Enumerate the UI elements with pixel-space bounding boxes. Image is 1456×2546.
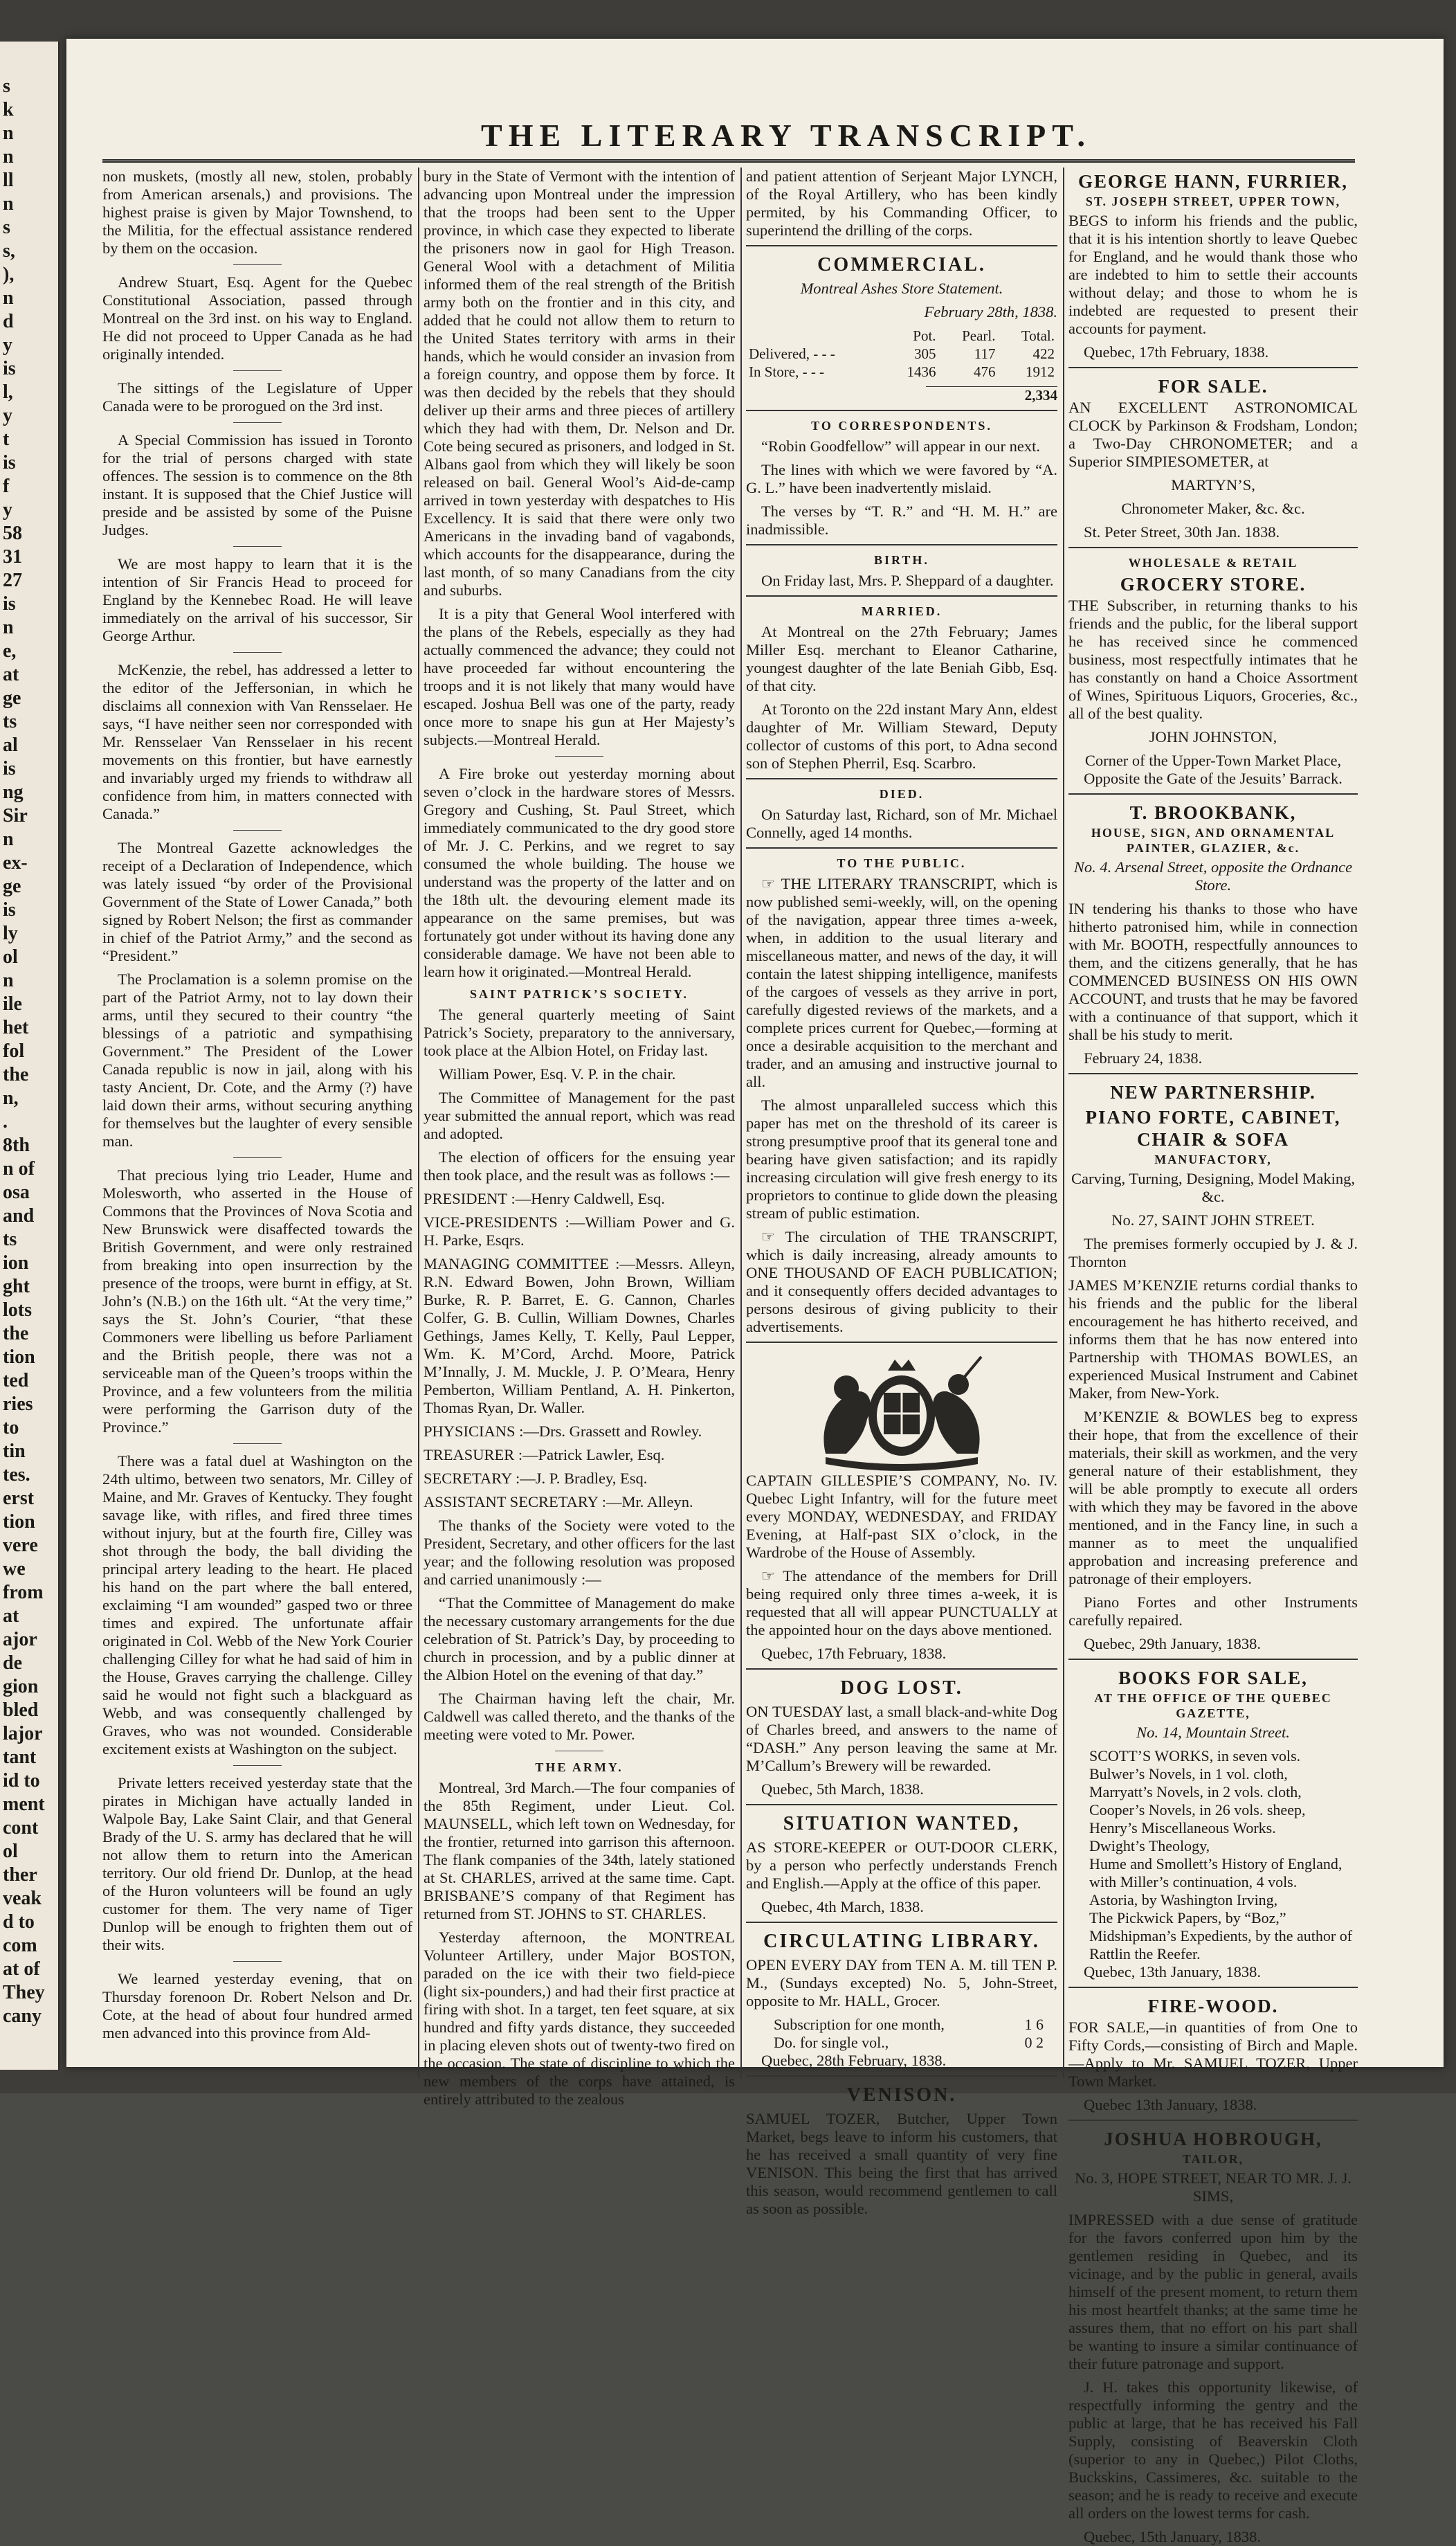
paragraph: TREASURER :—Patrick Lawler, Esq. bbox=[424, 1446, 665, 1463]
fragment-text: com bbox=[3, 1935, 37, 1956]
fragment-text: is bbox=[3, 899, 16, 921]
rate-label: Subscription for one month, bbox=[774, 2016, 945, 2033]
paragraph: Quebec, 5th March, 1838. bbox=[761, 1780, 924, 1798]
paragraph: Quebec, 4th March, 1838. bbox=[761, 1898, 924, 1915]
advertisement-subtitle: ST. JOSEPH STREET, UPPER TOWN, bbox=[1085, 195, 1341, 208]
fragment-text: d bbox=[3, 311, 14, 332]
paragraph: FOR SALE,—in quantities of from One to Fifty Cords,—consisting of Birch and Maple.—Apply to Mr. SAMUEL TOZER, Upper Town Market. bbox=[1068, 2019, 1358, 2090]
ashes-header-cell: Pot. bbox=[913, 327, 936, 344]
fragment-text: is bbox=[3, 358, 16, 379]
paragraph: Piano Fortes and other Instruments carefully repaired. bbox=[1068, 1593, 1358, 1629]
fragment-text: de bbox=[3, 1652, 22, 1674]
paragraph: William Power, Esq. V. P. in the chair. bbox=[439, 1065, 676, 1083]
paragraph: ☞ THE LITERARY TRANSCRIPT, which is now published semi-weekly, will, on the opening of the navigation, appear three times a-week, when, in addition to the usual literary and miscellaneous matter, and news of the day, it will contain the latest shipping intelligence, manifests of the cargoes of vessels as they arrive in port, carefully digested reviews of the markets, and a complete prices current for Quebec,—forming at once a desirable acquisition to the merchant and trader, and an amusing and instructive journal to all. bbox=[746, 875, 1057, 1090]
paragraph: McKenzie, the rebel, has addressed a letter to the editor of the Jeffersonian, in which he disclaims all connexion with Van Rensselaer. He says, “I have neither seen nor corresponded with Mr. Rensselaer Van Rensselaer in his recent movements on this frontier, but have earnestly and invariably urged my friends to withdraw all confidence from him, in matters connected with Canada.” bbox=[102, 661, 412, 822]
paragraph: At Montreal on the 27th February; James Miller Esq. merchant to Eleanor Catharine, youngest daughter of the late Beniah Gibb, Esq. of that city. bbox=[746, 623, 1057, 694]
paragraph: Quebec, 13th January, 1838. bbox=[1084, 1963, 1261, 1980]
section-rule bbox=[1068, 1659, 1358, 1660]
section-rule bbox=[1068, 547, 1358, 548]
book-title: Marryatt’s Novels, in 2 vols. cloth, bbox=[1089, 1783, 1302, 1800]
fragment-text: is bbox=[3, 452, 16, 473]
fragment-text: n bbox=[3, 617, 14, 638]
section-heading: DOG LOST. bbox=[840, 1677, 963, 1699]
separator-rule bbox=[233, 546, 282, 547]
section-rule bbox=[746, 778, 1057, 779]
paragraph: ASSISTANT SECRETARY :—Mr. Alleyn. bbox=[424, 1493, 693, 1510]
paragraph: ON TUESDAY last, a small black-and-white Dog of Charles breed, and answers to the name of “DASH.” Any person leaving the same at Mr. M’Callum’s Brewery will be rewarded. bbox=[746, 1703, 1057, 1774]
fragment-text: cany bbox=[3, 2005, 42, 2027]
paragraph: The Committee of Management for the past year submitted the annual report, which was read and adopted. bbox=[424, 1089, 735, 1142]
section-heading: SITUATION WANTED, bbox=[783, 1813, 1021, 1834]
masthead-rule bbox=[102, 159, 1355, 163]
fragment-text: 27 bbox=[3, 570, 22, 591]
centered-line: MARTYN’S, bbox=[1171, 476, 1255, 494]
fragment-text: 58 bbox=[3, 523, 22, 544]
fragment-text: at bbox=[3, 664, 19, 685]
ashes-table bbox=[746, 327, 1057, 381]
fragment-text: fol bbox=[3, 1040, 25, 1062]
rate-amount: 0 2 bbox=[1024, 2034, 1044, 2051]
fragment-text: n bbox=[3, 123, 14, 144]
book-title: Bulwer’s Novels, in 1 vol. cloth, bbox=[1089, 1765, 1288, 1782]
paragraph: BEGS to inform his friends and the public, that it is his intention shortly to leave Quebec for England, and he would thank those who are indebted to him to settle their accounts without delay; and those to whom he is indebted are requested to present their accounts for payment. bbox=[1068, 212, 1358, 337]
ashes-cell: In Store, - - - bbox=[749, 363, 825, 380]
separator-rule bbox=[233, 1157, 282, 1158]
fragment-text: k bbox=[3, 99, 14, 120]
section-rule bbox=[746, 1342, 1057, 1343]
paragraph: The lines with which we were favored by “A. G. L.” have been inadvertently mislaid. bbox=[746, 461, 1057, 496]
paragraph: VICE-PRESIDENTS :—William Power and G. H. Parke, Esqrs. bbox=[424, 1213, 735, 1249]
centered-line: Chronometer Maker, &c. &c. bbox=[1121, 500, 1305, 517]
paragraph: M’KENZIE & BOWLES beg to express their hope, that from the excellence of their materials, their skill as workmen, and the very general nature of their establishment, they will be able promptly to execute all orders with which they may be favored in the above mentioned, and in the Fancy line, in such a manner as to meet the unqualified approbation and increasing preference and patronage of their employers. bbox=[1068, 1408, 1358, 1587]
paragraph: The election of officers for the ensuing year then took place, and the result was as follows :— bbox=[424, 1148, 735, 1184]
advertisement-subtitle: WHOLESALE & RETAIL bbox=[1128, 556, 1298, 570]
rate-line bbox=[746, 2016, 1057, 2034]
fragment-text: e, bbox=[3, 640, 17, 662]
section-rule bbox=[746, 1668, 1057, 1670]
paragraph: IN tendering his thanks to those who have hitherto patronised him, while in connection with Mr. BOOTH, respectfully announces to them, and the citizens generally, that he has COMMENCED BUSINESS ON HIS OWN ACCOUNT, and trusts that he may be favored with a continuance of that support, which it shall be his study to merit. bbox=[1068, 900, 1358, 1043]
ashes-header-cell: Total. bbox=[1021, 327, 1055, 344]
centered-line: No. 27, SAINT JOHN STREET. bbox=[1111, 1211, 1315, 1229]
fragment-text: ile bbox=[3, 993, 22, 1015]
fragment-text: tant bbox=[3, 1746, 37, 1768]
book-title: Midshipman’s Expedients, by the author of Rattlin the Reefer. bbox=[1089, 1927, 1353, 1962]
paragraph: We are most happy to learn that it is the intention of Sir Francis Head to proceed for England by the Kennebec Road. He will leave immediately on the arrival of his successor, Sir George Arthur. bbox=[102, 555, 412, 644]
newspaper-sheet bbox=[66, 39, 1444, 2545]
fragment-text: at bbox=[3, 1605, 19, 1627]
fragment-text: ts bbox=[3, 711, 17, 732]
fragment-text: the bbox=[3, 1064, 29, 1085]
paragraph: A Special Commission has issued in Toronto for the trial of persons charged with state offences. The session is to commence on the 8th instant. It is supposed that the Chief Justice will preside and be assisted by some of the Puisne Judges. bbox=[102, 431, 412, 539]
section-subheading: TO CORRESPONDENTS. bbox=[811, 419, 992, 433]
fragment-text: 31 bbox=[3, 546, 22, 568]
paragraph: The general quarterly meeting of Saint Patrick’s Society, preparatory to the anniversary, took place at the Albion Hotel, on Friday last. bbox=[424, 1006, 735, 1059]
fragment-text: al bbox=[3, 734, 18, 756]
section-subheading: DIED. bbox=[879, 787, 925, 801]
section-rule bbox=[746, 410, 1057, 411]
ashes-header-cell: Pearl. bbox=[962, 327, 996, 344]
separator-rule bbox=[233, 652, 282, 653]
column-divider bbox=[1063, 168, 1064, 2078]
book-title: Dwight’s Theology, bbox=[1089, 1837, 1210, 1854]
paragraph: St. Peter Street, 30th Jan. 1838. bbox=[1084, 523, 1280, 541]
section-rule bbox=[1068, 367, 1358, 368]
book-title: Henry’s Miscellaneous Works. bbox=[1089, 1819, 1276, 1836]
fragment-text: gion bbox=[3, 1676, 39, 1697]
royal-arms-emblem bbox=[746, 1350, 1057, 1468]
fragment-text: n bbox=[3, 146, 14, 168]
section-rule bbox=[746, 1804, 1057, 1805]
section-rule bbox=[1068, 2120, 1358, 2121]
fragment-text: cont bbox=[3, 1817, 39, 1839]
paragraph: Quebec, 28th February, 1838. bbox=[761, 2052, 947, 2069]
paragraph: AN EXCELLENT ASTRONOMICAL CLOCK by Parkinson & Frodsham, London; a Two-Day CHRONOMETER; and a Superior SIMPIESOMETER, at bbox=[1068, 399, 1358, 470]
fragment-text: y bbox=[3, 334, 12, 356]
fragment-text: Sir bbox=[3, 805, 28, 827]
date-line: February 28th, 1838. bbox=[924, 303, 1057, 320]
paragraph: The verses by “T. R.” and “H. M. H.” are inadmissible. bbox=[746, 503, 1057, 538]
ashes-cell: 422 bbox=[1032, 345, 1055, 362]
paragraph: THE Subscriber, in returning thanks to his friends and the public, for the liberal support he has received since he commenced business, most respectfully intimates that he has constantly on hand a Choice Assortment of Wines, Spirituous Liquors, Groceries, &c., all of the best quality. bbox=[1068, 597, 1358, 722]
fragment-text: bled bbox=[3, 1699, 39, 1721]
paragraph: The Proclamation is a solemn promise on the part of the Patriot Army, not to lay down their arms, until they secured to their country “the blessings of a patriotic and sympathising Government.” The President of the Lower Canada republic is now in jail, along with his tasty Ancient, Dr. Cote, and the Army (?) have laid down their arms, without securing anything for themselves but the laughter of every sensible man. bbox=[102, 970, 412, 1150]
ashes-cell: 1436 bbox=[907, 363, 936, 380]
fragment-text: y bbox=[3, 405, 12, 426]
ashes-cell: 117 bbox=[974, 345, 996, 362]
advertisement-title: PIANO FORTE, CABINET, CHAIR & SOFA bbox=[1085, 1107, 1341, 1150]
paragraph: Quebec 13th January, 1838. bbox=[1084, 2096, 1257, 2113]
paragraph: CAPTAIN GILLESPIE’S COMPANY, No. IV. Quebec Light Infantry, will for the future meet every MONDAY, WEDNESDAY, and FRIDAY Evening, at Half-past SIX o’clock, in the Wardrobe of the House of Assembly. bbox=[746, 1472, 1057, 1561]
centered-line: JOHN JOHNSTON, bbox=[1149, 728, 1277, 746]
fragment-text: id to bbox=[3, 1770, 40, 1791]
ashes-row bbox=[746, 345, 1057, 363]
fragment-text: ex- bbox=[3, 852, 28, 874]
italic-line: Montreal Ashes Store Statement. bbox=[800, 280, 1003, 297]
fragment-text: tion bbox=[3, 1346, 35, 1368]
fragment-text: ts bbox=[3, 1229, 17, 1250]
fragment-text: at of bbox=[3, 1958, 40, 1980]
section-subheading: SAINT PATRICK’S SOCIETY. bbox=[470, 987, 689, 1001]
section-rule bbox=[746, 245, 1057, 246]
fragment-text: ther bbox=[3, 1864, 37, 1886]
fragment-text: . bbox=[3, 1111, 8, 1132]
advertisement-title: JOSHUA HOBROUGH, bbox=[1104, 2129, 1322, 2149]
advertisement-title: FOR SALE. bbox=[1158, 376, 1268, 397]
fragment-text: s, bbox=[3, 240, 15, 262]
section-rule bbox=[746, 544, 1057, 545]
ashes-cell: 476 bbox=[973, 363, 996, 380]
fragment-text: s bbox=[3, 217, 10, 238]
ashes-cell: Delivered, - - - bbox=[749, 345, 835, 362]
fragment-text: ly bbox=[3, 923, 18, 944]
rate-line bbox=[746, 2034, 1057, 2052]
fragment-text: erst bbox=[3, 1488, 35, 1509]
paragraph: PHYSICIANS :—Drs. Grassett and Rowley. bbox=[424, 1423, 702, 1440]
ashes-cell: 305 bbox=[914, 345, 936, 362]
paragraph: Private letters received yesterday state that the pirates in Michigan have actually landed in Walpole Bay, Lake Saint Clair, and that General Brady of the U. S. army has declared that he will not allow them to return into the American territory. Our old friend Dr. Dunlop, at the head of the Huron volunteers will be found an ugly customer for them. The very name of Tiger Dunlop will be enough to frighten them out of their wits. bbox=[102, 1774, 412, 1953]
fragment-text: ng bbox=[3, 782, 24, 803]
separator-rule bbox=[233, 264, 282, 265]
fragment-text: lots bbox=[3, 1299, 32, 1321]
book-title: Hume and Smollett’s History of England, with Miller’s continuation, 4 vols. bbox=[1089, 1855, 1343, 1890]
fragment-text: y bbox=[3, 499, 12, 521]
column-divider bbox=[418, 168, 419, 2078]
paragraph: MANAGING COMMITTEE :—Messrs. Alleyn, R.N. Edward Bowen, John Brown, William Burke, R. P. Barret, E. G. Cannon, Charles Colfer, G. B. Cullin, William Downes, Charles Gethings, James Kelly, T. Kelly, Paul Lepper, Wm. K. M’Cord, Archd. Moore, Patrick M’Innally, J. M. Muckle, J. P. O’Meara, Henry Pemberton, William Pentland, A. H. Pinkerton, Thomas Ryan, Dr. Waller. bbox=[424, 1255, 735, 1416]
section-rule bbox=[1068, 793, 1358, 795]
paragraph: Quebec, 17th February, 1838. bbox=[1084, 343, 1269, 361]
ashes-header-cell bbox=[746, 327, 886, 345]
section-rule bbox=[746, 847, 1057, 849]
book-title: Astoria, by Washington Irving, bbox=[1089, 1891, 1278, 1908]
paragraph: OPEN EVERY DAY from TEN A. M. till TEN P. M., (Sundays excepted) No. 5, John-Street, opposite to Mr. HALL, Grocer. bbox=[746, 1956, 1057, 2010]
section-subheading: BIRTH. bbox=[874, 553, 929, 567]
book-title: Cooper’s Novels, in 26 vols. sheep, bbox=[1089, 1801, 1306, 1818]
fragment-text: and bbox=[3, 1205, 35, 1227]
paragraph: That precious lying trio Leader, Hume and Molesworth, who asserted in the House of Commons that the Provinces of Nova Scotia and New Brunswick were disaffected towards the British Government, and were only restrained from breaking into open insurrection by the presence of the troops, were burnt in effigy, at St. John’s (N.B.) on the 16th ult. “At the very time,” says the St. John’s Courier, “that these Commoners were libelling us before Parliament and the British people, there was not a serviceable man of the Queen’s troops within the Province, and a few volunteers from the militia were performing the Garrison duty of the Province.” bbox=[102, 1166, 412, 1436]
fragment-text: d to bbox=[3, 1911, 35, 1933]
fragment-text: t bbox=[3, 428, 10, 450]
advertisement-subtitle: TAILOR, bbox=[1182, 2152, 1244, 2166]
ashes-statement bbox=[746, 327, 1057, 404]
paragraph: The sittings of the Legislature of Upper Canada were to be prorogued on the 3rd inst. bbox=[102, 379, 412, 415]
section-rule bbox=[746, 595, 1057, 597]
centered-line: No. 3, HOPE STREET, NEAR TO MR. J. J. SIMS, bbox=[1074, 2169, 1352, 2205]
column-2 bbox=[424, 168, 735, 2108]
centered-line: Corner of the Upper-Town Market Place, Opposite the Gate of the Jesuits’ Barrack. bbox=[1084, 752, 1343, 787]
advertisement-title: GROCERY STORE. bbox=[1120, 574, 1307, 595]
paragraph: The thanks of the Society were voted to the President, Secretary, and other officers for the last year; and the following resolution was proposed and carried unanimously :— bbox=[424, 1517, 735, 1588]
fragment-text: n bbox=[3, 829, 14, 850]
paragraph: The Chairman having left the chair, Mr. Caldwell was called thereto, and the thanks of the meeting were voted to Mr. Power. bbox=[424, 1690, 735, 1743]
fragment-text: is bbox=[3, 758, 16, 779]
separator-rule bbox=[233, 1443, 282, 1444]
fragment-text: is bbox=[3, 593, 16, 615]
section-rule bbox=[1068, 1073, 1358, 1074]
fragment-text: ries bbox=[3, 1393, 33, 1415]
fragment-text: 8th bbox=[3, 1135, 30, 1156]
fragment-text: ge bbox=[3, 687, 21, 709]
previous-page-edge bbox=[0, 42, 60, 2070]
book-list bbox=[1068, 1747, 1358, 1963]
fragment-text: n bbox=[3, 287, 14, 309]
paragraph: bury in the State of Vermont with the intention of advancing upon Montreal under the impression that the troops had been sent to the Upper province, in which case they expected to liberate the prisoners now in gaol for High Treason. General Wool with a detachment of Militia informed them of the real strength of the British army both on the frontier and in this city, and added that he could not allow them to return to the United States territory with arms in their hands, which he would consider an invasion from a foreign country, and oppose them by force. It was then decided by the rebels that they should deliver up their arms and three pieces of artillery which they had with them, Dr. Nelson and Dr. Cote being secured as prisoners, and lodged in St. Albans gaol from which they will likely be soon released on bail. General Wool’s Aid-de-camp arrived in town yesterday with despatches to His Excellency. It is said that there were only two Americans in the invading band of vagabonds, which accounts for the disappearance, during the last month, of so many Canadians from the city and suburbs. bbox=[424, 168, 735, 599]
paragraph: Montreal, 3rd March.—The four companies of the 85th Regiment, under Lieut. Col. MAUNSELL, which left town on Wednesday, for the frontier, returned into garrison this afternoon. The flank companies of the 34th, lately stationed at St. CHARLES, arrived at the same time. Capt. BRISBANE’S company of that Regiment has returned from ST. JOHNS to ST. CHARLES. bbox=[424, 1779, 735, 1922]
paragraph: ☞ The attendance of the members for Drill being required only three times a-week, it is requested that all will appear PUNCTUALLY at the appointed hour on the days above mentioned. bbox=[746, 1567, 1057, 1638]
fragment-text: They bbox=[3, 1982, 45, 2003]
fragment-text: s bbox=[3, 75, 10, 97]
fragment-text: the bbox=[3, 1323, 29, 1344]
fragment-text: ted bbox=[3, 1370, 29, 1391]
paragraph: We learned yesterday evening, that on Thursday forenoon Dr. Robert Nelson and Dr. Cote, at the head of about four hundred armed men advanced into this province from Ald- bbox=[102, 1970, 412, 2041]
column-3 bbox=[746, 168, 1057, 2217]
advertisement-subtitle: MANUFACTORY, bbox=[1154, 1153, 1272, 1166]
ashes-cell: 1912 bbox=[1026, 363, 1055, 380]
section-subheading: TO THE PUBLIC. bbox=[837, 856, 967, 870]
separator-rule bbox=[555, 756, 603, 757]
section-subheading: MARRIED. bbox=[861, 604, 943, 618]
paragraph: Quebec, 15th January, 1838. bbox=[1084, 2528, 1261, 2545]
advertisement-title: NEW PARTNERSHIP. bbox=[1110, 1082, 1316, 1103]
paragraph: There was a fatal duel at Washington on the 24th ultimo, between two senators, Mr. Cilley of Maine, and Mr. Graves of Kentucky. They fought savage like, with rifles, and fired three times without injury, but at the fourth fire, Cilley was shot through the body, the ball dividing the principal artery leading to the heart. He placed his hand on the part where the ball entered, exclaiming “I am wounded” gasped two or three times and expired. The unfortunate affair originated in Col. Webb of the New York Courier challenging Cilley for what he had said of him in the House, Graves carrying the challenge. Cilley said he would not fight such a blackguard as Webb, and was consequently challenged by Graves, who was not wounded. Considerable excitement exists at Washington on the subject. bbox=[102, 1452, 412, 1758]
separator-rule bbox=[233, 830, 282, 831]
advertisement-subtitle: AT THE OFFICE OF THE QUEBEC GAZETTE, bbox=[1094, 1691, 1332, 1720]
paragraph: J. H. takes this opportunity likewise, of respectfully informing the gentry and the public at large, that he has received his Fall Supply, consisting of Beaverskin Cloth (superior to any in Quebec,) Pilot Cloths, Buckskins, Cassimeres, &c. suitable to the season; and he is ready to receive and execute all orders on the lowest terms for cash. bbox=[1068, 2378, 1358, 2522]
fragment-text: f bbox=[3, 476, 10, 497]
separator-rule bbox=[233, 1765, 282, 1766]
separator-rule bbox=[233, 1961, 282, 1962]
ashes-row bbox=[746, 363, 1057, 381]
paragraph: Quebec, 17th February, 1838. bbox=[761, 1645, 947, 1662]
masthead: THE LITERARY TRANSCRIPT. bbox=[481, 118, 1091, 153]
italic-line: No. 14, Mountain Street. bbox=[1136, 1724, 1290, 1741]
paragraph: ☞ The circulation of THE TRANSCRIPT, which is daily increasing, already amounts to ONE THOUSAND OF EACH PUBLICATION; and it consequently offers decided advantages to persons desirous of giving publicity to their advertisements. bbox=[746, 1228, 1057, 1335]
advertisement-title: T. BROOKBANK, bbox=[1129, 802, 1297, 823]
column-1 bbox=[102, 168, 412, 2078]
ashes-total: 2,334 bbox=[926, 386, 1057, 404]
fragment-text: tes. bbox=[3, 1464, 30, 1486]
paragraph: and patient attention of Serjeant Major LYNCH, of the Royal Artillery, who has been kindly permited, by his Commanding Officer, to superintend the drilling of the corps. bbox=[746, 168, 1057, 239]
section-rule bbox=[746, 2075, 1057, 2077]
section-heading: CIRCULATING LIBRARY. bbox=[763, 1931, 1040, 1952]
fragment-text: ), bbox=[3, 264, 15, 285]
paragraph: On Saturday last, Richard, son of Mr. Michael Connelly, aged 14 months. bbox=[746, 806, 1057, 841]
fragment-text: ol bbox=[3, 946, 18, 968]
fragment-text: tion bbox=[3, 1511, 35, 1533]
advertisement-title: BOOKS FOR SALE, bbox=[1118, 1668, 1308, 1688]
paragraph: Quebec, 29th January, 1838. bbox=[1084, 1635, 1261, 1652]
column-divider bbox=[740, 168, 742, 2078]
fragment-text: tin bbox=[3, 1441, 26, 1462]
separator-rule bbox=[233, 422, 282, 423]
paragraph: At Toronto on the 22d instant Mary Ann, eldest daughter of Mr. William Steward, Deputy collector of customs of this port, to Adna second son of Stephen Pherril, Esq. Scarbro. bbox=[746, 701, 1057, 772]
separator-rule bbox=[233, 370, 282, 371]
paragraph: “Robin Goodfellow” will appear in our next. bbox=[761, 437, 1041, 455]
fragment-text: we bbox=[3, 1558, 26, 1580]
advertisement-subtitle: HOUSE, SIGN, AND ORNAMENTAL PAINTER, GLAZIER, &c. bbox=[1091, 826, 1336, 855]
paragraph: February 24, 1838. bbox=[1084, 1049, 1203, 1067]
fragment-text: l, bbox=[3, 381, 13, 403]
fragment-text: osa bbox=[3, 1182, 30, 1203]
paragraph: JAMES M’KENZIE returns cordial thanks to his friends and the public for the liberal encouragement he has hitherto received, and informs them that he has now entered into Partnership with THOMAS BOWLES, an experienced Musical Instrument and Cabinet Maker, from New-York. bbox=[1068, 1276, 1358, 1402]
ashes-header-row bbox=[746, 327, 1057, 345]
paragraph: SECRETARY :—J. P. Bradley, Esq. bbox=[424, 1470, 648, 1487]
fragment-text: ght bbox=[3, 1276, 30, 1297]
fragment-text: vere bbox=[3, 1535, 38, 1556]
paragraph: The premises formerly occupied by J. & J. Thornton bbox=[1068, 1235, 1358, 1270]
fragment-text: n, bbox=[3, 1087, 19, 1109]
section-subheading: THE ARMY. bbox=[535, 1760, 624, 1774]
fragment-text: lajor bbox=[3, 1723, 43, 1744]
fragment-text: ge bbox=[3, 876, 21, 897]
fragment-text: to bbox=[3, 1417, 19, 1438]
book-title: SCOTT’S WORKS, in seven vols. bbox=[1089, 1747, 1301, 1764]
subscription-rates bbox=[746, 2016, 1057, 2052]
section-heading: VENISON. bbox=[846, 2084, 957, 2106]
centered-line: Carving, Turning, Designing, Model Making, &c. bbox=[1071, 1170, 1355, 1205]
paragraph: The Montreal Gazette acknowledges the receipt of a Declaration of Independence, which was lately issued “by order of the Provisional Government of the State of Lower Canada,” both signed by Robert Nelson; the first as commander in chief of the Patriot Army,” and the second as “President.” bbox=[102, 839, 412, 964]
fragment-text: het bbox=[3, 1017, 29, 1038]
fragment-text: from bbox=[3, 1582, 44, 1603]
paragraph: IMPRESSED with a due sense of gratitude for the favors conferred upon him by the gentlemen residing in Quebec, and its vicinage, and by the public in general, avails himself of the present moment, to return them his most heartfelt thanks; at the same time he assures them, that no effort on his part shall be wanting to insure a similar continuance of their future patronage and support. bbox=[1068, 2211, 1358, 2372]
paragraph: SAMUEL TOZER, Butcher, Upper Town Market, begs leave to inform his customers, that he has received a small quantity of very fine VENISON. This being the first that has arrived this season, would recommend gentlemen to call as soon as possible. bbox=[746, 2110, 1057, 2217]
paragraph: non muskets, (mostly all new, stolen, probably from American arsenals,) and provisions. The highest praise is given by Major Townshend, to the Militia, for the effectual assistance rendered by them on the occasion. bbox=[102, 168, 412, 257]
fragment-text: ion bbox=[3, 1252, 29, 1274]
paragraph: PRESIDENT :—Henry Caldwell, Esq. bbox=[424, 1190, 665, 1207]
fragment-text: ol bbox=[3, 1841, 18, 1862]
advertisement-title: GEORGE HANN, FURRIER, bbox=[1077, 171, 1349, 192]
column-4 bbox=[1068, 168, 1358, 2545]
fragment-text: n bbox=[3, 970, 14, 991]
section-rule bbox=[1068, 1987, 1358, 1988]
paragraph: On Friday last, Mrs. P. Sheppard of a daughter. bbox=[761, 572, 1054, 589]
fragment-text: ment bbox=[3, 1794, 45, 1815]
paragraph: “That the Committee of Management do make the necessary customary arrangements for the due celebration of St. Patrick’s Day, by proceeding to church in procession, and by a public dinner at the Albion Hotel on the evening of that day.” bbox=[424, 1594, 735, 1683]
fragment-text: n of bbox=[3, 1158, 35, 1180]
paragraph: Yesterday afternoon, the MONTREAL Volunteer Artillery, under Major BOSTON, paraded on the ice with their two field-piece (light six-pounders,) and had their first practice at firing with shot. In a target, ten feet square, at six hundred and fifty yards distance, they succeeded in placing eleven shots out of twenty-two fired on the occasion. The state of discipline to which the new members of the corps have attained, is entirely attributed to the zealous bbox=[424, 1929, 735, 2108]
section-heading: COMMERCIAL. bbox=[817, 254, 986, 276]
royal-arms-icon bbox=[798, 1350, 1005, 1468]
rate-amount: 1 6 bbox=[1024, 2016, 1044, 2033]
fragment-text: veak bbox=[3, 1888, 42, 1909]
fragment-text: ll bbox=[3, 170, 14, 191]
paragraph: The almost unparalleled success which this paper has met on the threshold of its career is strong presumptive proof that its general tone and bearing have given satisfaction; and its rapidly increasing circulation will give fresh energy to its proprietors to continue to glide down the pleasing stream of public estimation. bbox=[746, 1096, 1057, 1222]
advertisement-title: FIRE-WOOD. bbox=[1147, 1996, 1279, 2016]
italic-line: No. 4. Arsenal Street, opposite the Ordnance Store. bbox=[1073, 858, 1353, 894]
paragraph: AS STORE-KEEPER or OUT-DOOR CLERK, by a person who perfectly understands French and English.—Apply at the office of this paper. bbox=[746, 1839, 1057, 1892]
paragraph: Andrew Stuart, Esq. Agent for the Quebec Constitutional Association, passed through Montreal on the 3rd inst. on his way to England. He did not proceed to Upper Canada as he had originally intended. bbox=[102, 273, 412, 363]
section-rule bbox=[746, 1922, 1057, 1923]
rate-label: Do. for single vol., bbox=[774, 2034, 889, 2051]
book-title: The Pickwick Papers, by “Boz,” bbox=[1089, 1909, 1286, 1926]
paragraph: A Fire broke out yesterday morning about seven o’clock in the hardware stores of Messrs. Gregory and Cushing, St. Paul Street, which immediately communicated to the dry good store of Mr. J. C. Perkins, and we regret to say consumed the whole building. The house we understand was the property of the latter and on the 18th ult. the devouring element made its appearance on the same premises, but was fortunately got under without its having done any considerable damage. We have not been able to learn how it originated.—Montreal Herald. bbox=[424, 765, 735, 980]
fragment-text: n bbox=[3, 193, 14, 215]
paragraph: It is a pity that General Wool interfered with the plans of the Rebels, especially as they had actually commenced the advance; they could not have proceeded far without encountering the troops and it is not likely that many would have escaped. Joshua Bell was one of the party, ready once more to snape his gun at Her Majesty’s subjects.—Montreal Herald. bbox=[424, 605, 735, 748]
fragment-text: ajor bbox=[3, 1629, 37, 1650]
